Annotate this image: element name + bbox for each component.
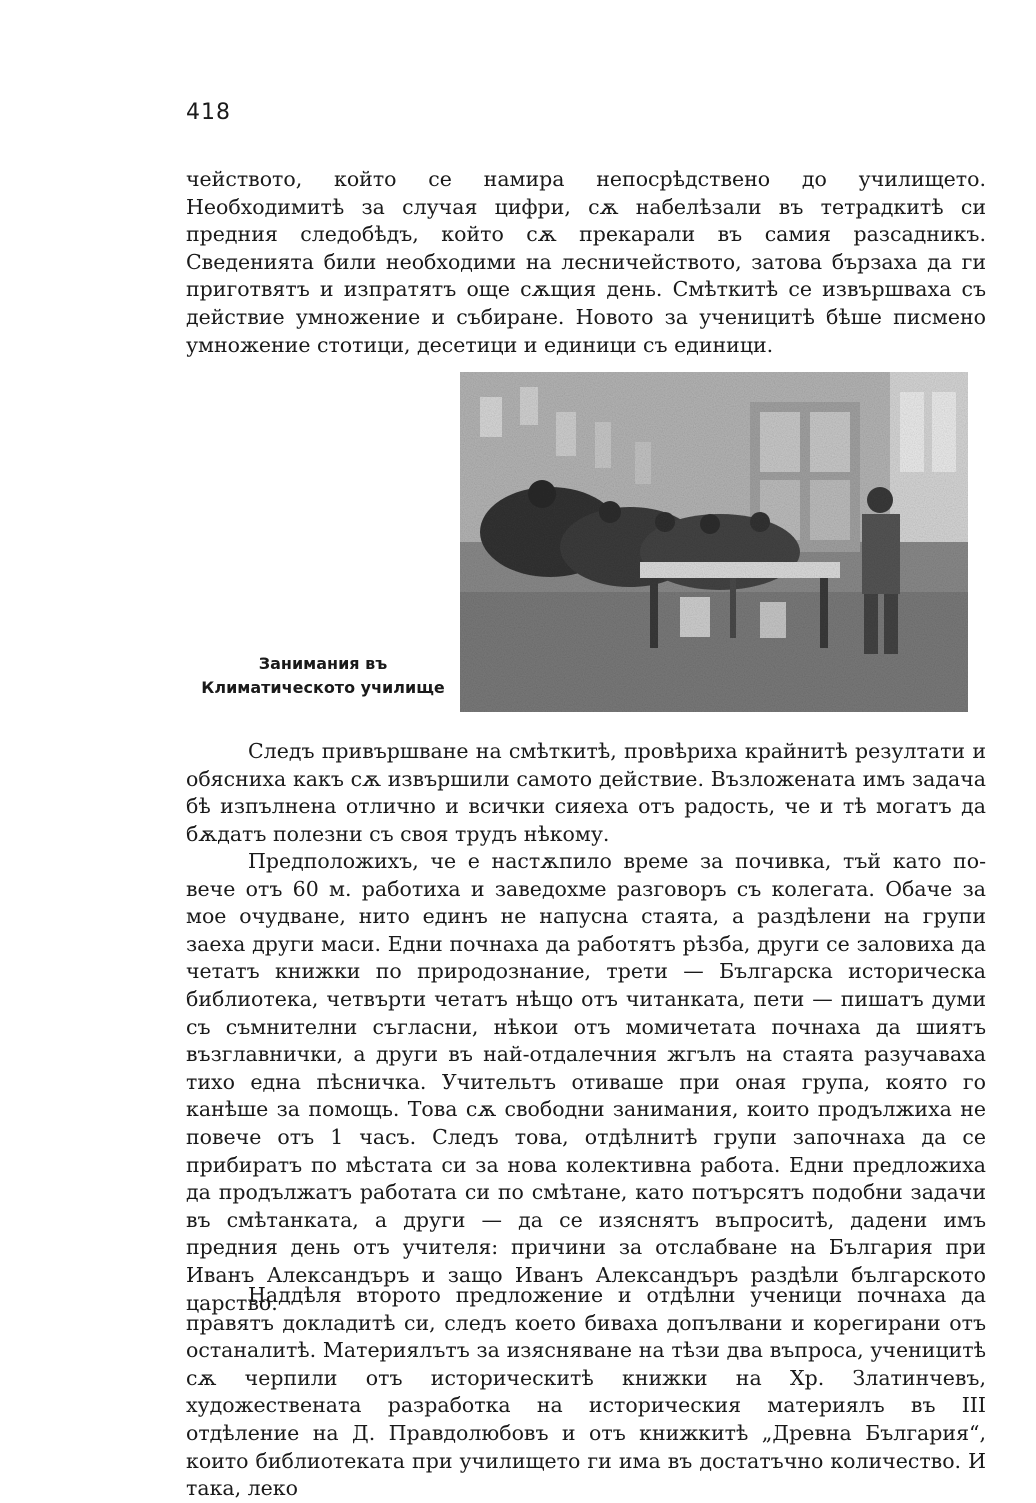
paragraph-1: чейството, който се намира непосрѣдствено до училището. Необходимитѣ за случая цифри, сѫ набелѣзали въ тетрадкитѣ си предния следобѣдъ, който сѫ прекарали въ самия разсадникъ. Сведенията били необходими на лесничейството, затова бързаха да ги приготвятъ и изпратятъ още сѫщия день. Смѣткитѣ се извършваха съ действие умножение и събиране. Новото за ученицитѣ бѣше писмено умножение стотици, десетици и единици съ единици. <box>186 167 986 357</box>
figure-caption: Занимания въ Климатическото училище <box>201 654 445 697</box>
page-number: 418 <box>186 100 231 125</box>
paragraph-3: Предположихъ, че е настѫпило време за почивка, тъй като по-вече отъ 60 м. работиха и заведохме разговоръ съ колегата. Обаче за мое очудване, нито единъ не напусна стаята, а раздѣлени на групи заеха други маси. Едни почнаха да работятъ рѣзба, други се заловиха да четатъ книжки по природознание, трети — Българска историческа библиотека, четвърти четатъ нѣщо отъ читанката, пети — пишатъ думи съ съмнителни съгласни, нѣкои отъ момичетата почнаха да шиятъ възглавнички, а други въ най-отдалечния жгълъ на стаята разучаваха тихо една пѣсничка. Учительтъ отиваше при оная група, която го канѣше за помощь. Това сѫ свободни занимания, които продължиха не повече отъ 1 часъ. Следъ това, отдѣлнитѣ групи започнаха да се прибиратъ по мѣстата си за нова колективна работа. Едни предложиха да продължатъ работата си по смѣтане, като потърсятъ подобни задачи въ смѣтанката, а други — да се изяснятъ въпроситѣ, дадени имъ предния день отъ учителя: причини за отслабване на България при Иванъ Александъръ и защо Иванъ Александъръ раздѣли българското царство. <box>186 849 986 1315</box>
classroom-photo-illustration <box>460 372 968 712</box>
paragraph-4: Наддѣля второто предложение и отдѣлни ученици почнаха да правятъ докладитѣ си, следъ което биваха допълвани и корегирани отъ останалитѣ. Материялътъ за изясняване на тѣзи два въпроса, ученицитѣ сѫ черпили отъ историческитѣ книжки на Хр. Златинчевъ, художествената разработка на историческия материялъ въ III отдѣление на Д. Правдолюбовъ и отъ книжкитѣ „Древна България“, които библиотеката при училището ги има въ достатъчно количество. И така, леко <box>186 1283 986 1501</box>
paragraph-2: Следъ привършване на смѣткитѣ, провѣриха крайнитѣ резултати и обясниха какъ сѫ извършили самото действие. Възложената имъ задача бѣ изпълнена отлично и всички сияеха отъ радость, че и тѣ могатъ да бѫдатъ полезни съ своя трудъ нѣкому. <box>186 739 986 846</box>
classroom-photo <box>460 372 968 712</box>
